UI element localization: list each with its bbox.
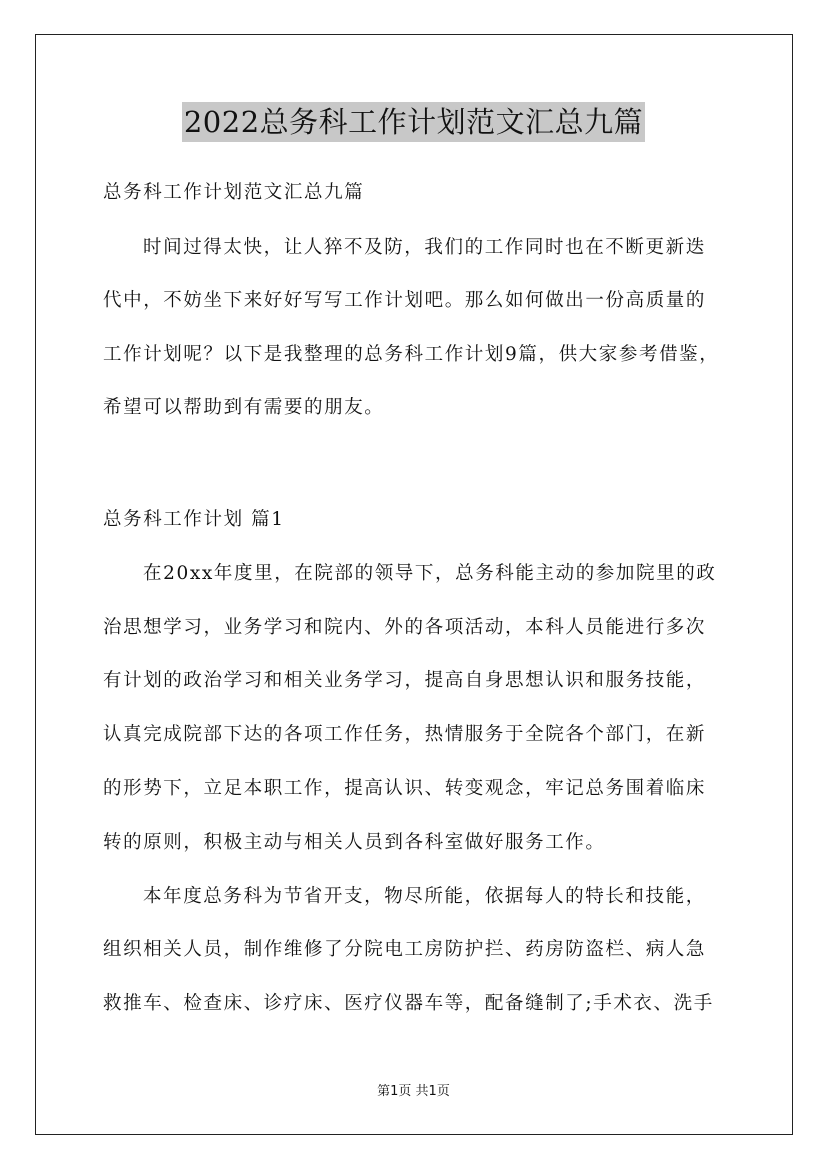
paragraph-line: 有计划的政治学习和相关业务学习，提高自身思想认识和服务技能， bbox=[103, 670, 707, 691]
paragraph-line: 的形势下，立足本职工作，提高认识、转变观念，牢记总务围着临床 bbox=[103, 778, 707, 799]
document-subtitle: 总务科工作计划范文汇总九篇 bbox=[103, 182, 365, 203]
document-title bbox=[0, 102, 827, 142]
document-title-text: 2022总务科工作计划范文汇总九篇 bbox=[182, 102, 645, 142]
paragraph-line: 本年度总务科为节省开支，物尽所能，依据每人的特长和技能， bbox=[143, 886, 706, 907]
paragraph-line: 组织相关人员，制作维修了分院电工房防护拦、药房防盗栏、病人急 bbox=[103, 939, 707, 960]
paragraph-line: 代中，不妨坐下来好好写写工作计划吧。那么如何做出一份高质量的 bbox=[103, 290, 707, 311]
paragraph-line: 认真完成院部下达的各项工作任务，热情服务于全院各个部门，在新 bbox=[103, 724, 707, 745]
paragraph-line: 转的原则，积极主动与相关人员到各科室做好服务工作。 bbox=[103, 832, 606, 853]
page-number: 第1页 共1页 bbox=[377, 1084, 450, 1099]
paragraph-line: 救推车、检查床、诊疗床、医疗仪器车等，配备缝制了;手术衣、洗手 bbox=[103, 993, 714, 1014]
paragraph-line: 时间过得太快，让人猝不及防，我们的工作同时也在不断更新迭 bbox=[143, 237, 706, 258]
paragraph-line: 工作计划呢？以下是我整理的总务科工作计划9篇，供大家参考借鉴， bbox=[103, 344, 720, 365]
paragraph-line: 在20xx年度里，在院部的领导下，总务科能主动的参加院里的政 bbox=[143, 563, 717, 584]
paragraph-line: 希望可以帮助到有需要的朋友。 bbox=[103, 397, 385, 418]
section-heading: 总务科工作计划 篇1 bbox=[103, 509, 285, 530]
paragraph-line: 治思想学习，业务学习和院内、外的各项活动，本科人员能进行多次 bbox=[103, 617, 707, 638]
